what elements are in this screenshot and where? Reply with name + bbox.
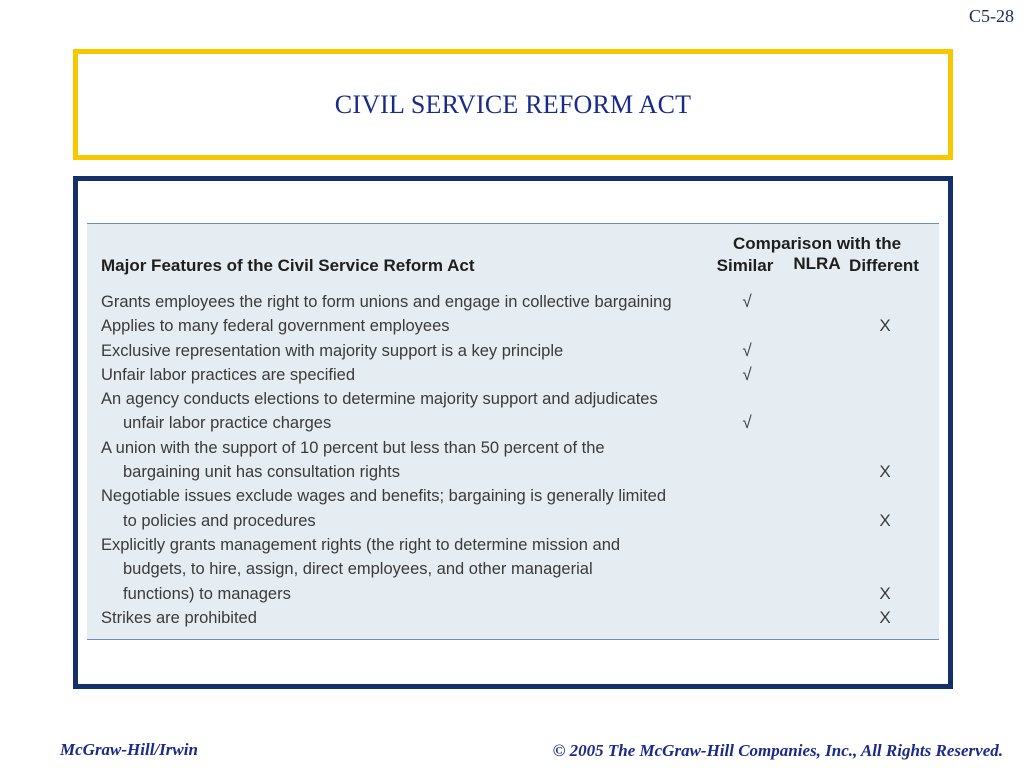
footer-copyright: © 2005 The McGraw-Hill Companies, Inc., All Rights Reserved. (552, 741, 1003, 760)
header-similar: Similar (716, 256, 774, 275)
different-mark (865, 339, 905, 363)
table-row (87, 314, 939, 338)
table-row (87, 484, 939, 533)
similar-mark: √ (742, 340, 752, 360)
header-comparison: Comparison with the NLRA (732, 234, 902, 273)
feature-text: Explicitly grants management rights (the right to determine mission and (101, 535, 621, 554)
feature-text: budgets, to hire, assign, direct employees, and other managerial (123, 560, 593, 579)
header-features: Major Features of the Civil Service Reform Act (101, 256, 475, 275)
feature-text: Strikes are prohibited (101, 608, 257, 627)
table-row (87, 436, 939, 485)
feature-text: Applies to many federal government employees (101, 317, 450, 336)
similar-mark: √ (742, 413, 752, 433)
similar-mark (727, 582, 767, 606)
different-mark: X (879, 583, 891, 603)
table-row (87, 387, 939, 436)
similar-mark (727, 314, 767, 338)
slide-title: CIVIL SERVICE REFORM ACT (334, 89, 692, 119)
feature-text: A union with the support of 10 percent but less than 50 percent of the (101, 438, 605, 457)
feature-text: An agency conducts elections to determine majority support and adjudicates (101, 390, 658, 409)
different-mark: X (879, 462, 891, 482)
feature-text: Unfair labor practices are specified (101, 365, 356, 384)
different-mark (865, 290, 905, 314)
similar-mark: √ (742, 364, 752, 384)
table-row (87, 363, 939, 387)
similar-mark (727, 606, 767, 630)
table-row (87, 290, 939, 314)
feature-text: to policies and procedures (123, 511, 316, 530)
similar-mark: √ (742, 292, 752, 311)
different-mark (865, 363, 905, 387)
slide-number: C5-28 (969, 6, 1014, 26)
feature-text: functions) to managers (123, 584, 291, 603)
title-box (73, 49, 953, 160)
feature-text: bargaining unit has consultation rights (123, 463, 401, 482)
feature-text: unfair labor practice charges (123, 414, 332, 433)
similar-mark (727, 509, 767, 533)
table-row (87, 533, 939, 606)
different-mark: X (879, 607, 891, 627)
feature-text: Exclusive representation with majority support is a key principle (101, 341, 564, 360)
table-frame (73, 176, 953, 689)
different-mark: X (879, 316, 891, 336)
table-rows (87, 290, 939, 630)
different-mark (865, 411, 905, 435)
table-row (87, 339, 939, 363)
similar-mark (727, 460, 767, 484)
header-different: Different (849, 256, 919, 275)
table-row (87, 606, 939, 630)
feature-text: Grants employees the right to form unions and engage in collective bargaining (101, 293, 672, 311)
different-mark: X (879, 510, 891, 530)
footer-publisher: McGraw-Hill/Irwin (60, 740, 198, 759)
feature-text: Negotiable issues exclude wages and benefits; bargaining is generally limited (101, 487, 667, 506)
features-table (87, 223, 939, 640)
